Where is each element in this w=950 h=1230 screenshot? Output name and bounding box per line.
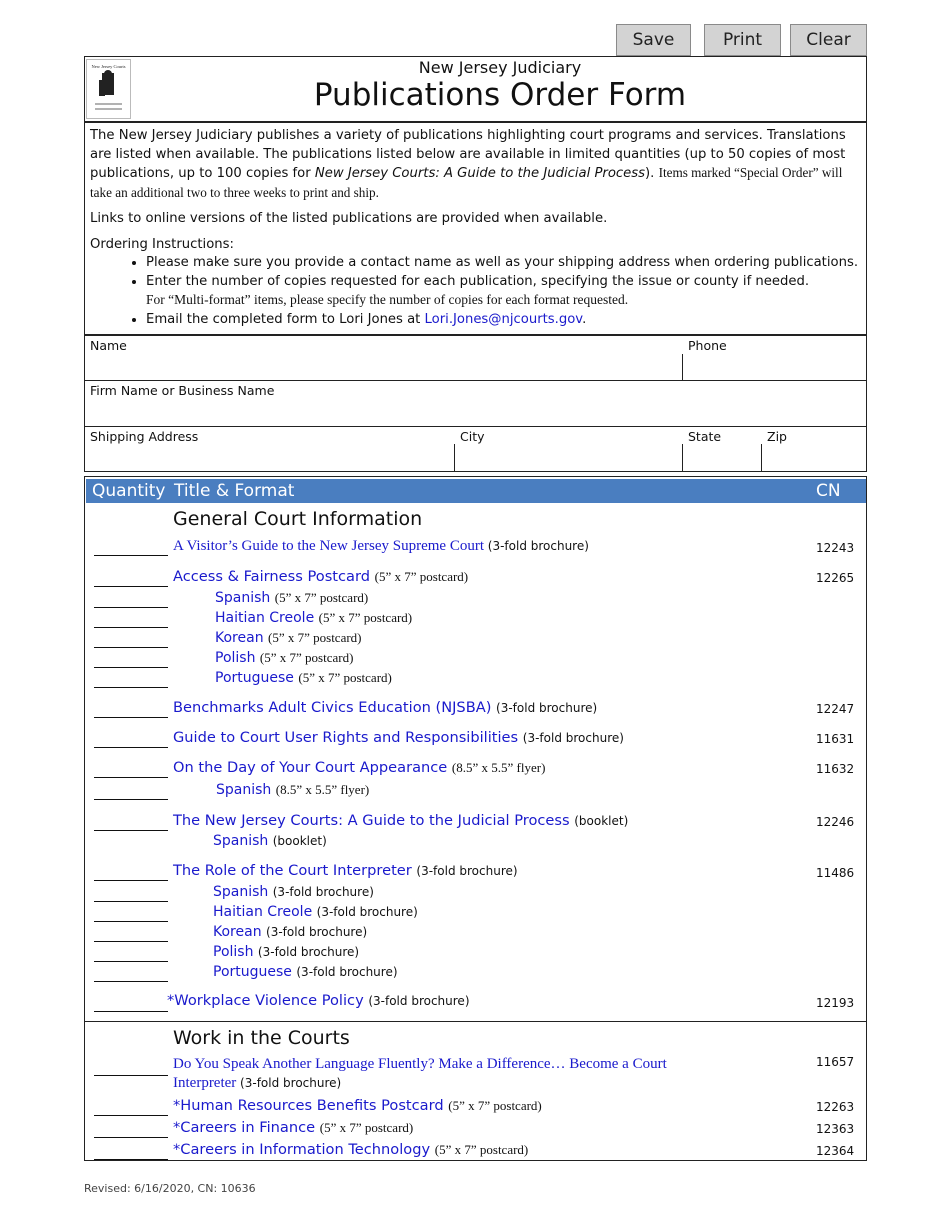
quantity-input[interactable] — [94, 981, 168, 982]
clear-button[interactable]: Clear — [790, 24, 867, 56]
item-title[interactable]: Polish (3-fold brochure) — [213, 944, 360, 960]
item-title[interactable]: The New Jersey Courts: A Guide to the Judicial Process (booklet) — [173, 812, 629, 829]
quantity-input[interactable] — [94, 880, 168, 881]
item-title[interactable]: Haitian Creole (5” x 7” postcard) — [215, 610, 413, 626]
item-title[interactable]: The Role of the Court Interpreter (3-fold brochure) — [173, 862, 518, 879]
item-title[interactable]: Guide to Court User Rights and Responsibilities (3-fold brochure) — [173, 729, 624, 746]
intro-text: The New Jersey Judiciary publishes a variety of publications highlighting court programs and services. Translations are listed when available. The publications listed below are available in limited quantities (up to 50 copies of most publications, up to 100 copies for New Jersey Courts: A Guide to the Judicial Process). Items marked “Special Order” will take an additional two to three weeks to print and ship. Links to online versions of the listed publications are provided when available. Ordering Instructions: • Please make sure you provide a contact name as well as your shipping address when ordering publications. • Enter the number of copies requested for each publication, specifying the issue or county if needed. For “Multi-format” items, please specify the number of copies for each format requested. • Email the completed form to Lori Jones at Lori.Jones@njcourts.gov. — [90, 127, 866, 329]
print-button[interactable]: Print — [704, 24, 781, 56]
item-title[interactable]: A Visitor’s Guide to the New Jersey Supreme Court (3-fold brochure) — [173, 538, 589, 554]
general-section-box — [84, 476, 867, 1022]
item-title[interactable]: Spanish (8.5” x 5.5” flyer) — [216, 782, 370, 798]
quantity-input[interactable] — [94, 961, 168, 962]
item-cn: 11657 — [816, 1055, 855, 1069]
section-title: Work in the Courts — [173, 1027, 350, 1049]
email-link[interactable]: Lori.Jones@njcourts.gov — [424, 311, 583, 327]
item-title[interactable]: Korean (5” x 7” postcard) — [215, 630, 362, 646]
quantity-input[interactable] — [94, 687, 168, 688]
item-title[interactable]: *Careers in Information Technology (5” x 7” postcard) — [173, 1141, 529, 1158]
item-cn: 12263 — [816, 1100, 855, 1114]
quantity-input[interactable] — [94, 777, 168, 778]
quantity-input[interactable] — [94, 747, 168, 748]
quantity-input[interactable] — [94, 717, 168, 718]
item-cn: 11631 — [816, 732, 855, 746]
table-header — [86, 479, 866, 503]
item-title[interactable]: Spanish (3-fold brochure) — [213, 884, 374, 900]
quantity-input[interactable] — [94, 607, 168, 608]
city-field[interactable]: City — [460, 429, 485, 444]
firm-field[interactable]: Firm Name or Business Name — [90, 383, 275, 398]
name-field[interactable]: Name — [90, 338, 127, 353]
item-cn: 12246 — [816, 815, 855, 829]
quantity-input[interactable] — [94, 830, 168, 831]
item-title[interactable]: On the Day of Your Court Appearance (8.5” x 5.5” flyer) — [173, 759, 546, 776]
item-title[interactable]: Portuguese (5” x 7” postcard) — [215, 670, 392, 686]
item-title[interactable]: Spanish (booklet) — [213, 833, 327, 849]
state-field[interactable]: State — [688, 429, 722, 444]
quantity-header: Quantity — [92, 481, 166, 501]
page-title: Publications Order Form — [313, 77, 687, 113]
save-button[interactable]: Save — [616, 24, 691, 56]
quantity-input[interactable] — [94, 627, 168, 628]
quantity-input[interactable] — [94, 1075, 168, 1076]
item-title[interactable]: *Workplace Violence Policy (3-fold brochure) — [167, 992, 470, 1009]
item-cn: 12247 — [816, 702, 855, 716]
item-cn: 12193 — [816, 996, 855, 1010]
quantity-input[interactable] — [94, 799, 168, 800]
revised-footer: Revised: 6/16/2020, CN: 10636 — [84, 1182, 256, 1195]
title-header: Title & Format — [174, 481, 295, 501]
item-title[interactable]: Portuguese (3-fold brochure) — [213, 964, 398, 980]
item-title[interactable]: Benchmarks Adult Civics Education (NJSBA) (3-fold brochure) — [173, 699, 598, 716]
quantity-input[interactable] — [94, 667, 168, 668]
quantity-input[interactable] — [94, 1011, 168, 1012]
item-cn: 12364 — [816, 1144, 855, 1158]
quantity-input[interactable] — [94, 941, 168, 942]
quantity-input[interactable] — [94, 586, 168, 587]
quantity-input[interactable] — [94, 921, 168, 922]
item-cn: 11632 — [816, 762, 855, 776]
item-title[interactable]: Korean (3-fold brochure) — [213, 924, 368, 940]
item-cn: 11486 — [816, 866, 855, 880]
quantity-input[interactable] — [94, 1115, 168, 1116]
quantity-input[interactable] — [94, 1159, 168, 1160]
address-field[interactable]: Shipping Address — [90, 429, 199, 444]
quantity-input[interactable] — [94, 555, 168, 556]
quantity-input[interactable] — [94, 647, 168, 648]
item-cn: 12243 — [816, 541, 855, 555]
quantity-input[interactable] — [94, 901, 168, 902]
contact-box — [84, 334, 867, 472]
quantity-input[interactable] — [94, 1137, 168, 1138]
item-cn: 12363 — [816, 1122, 855, 1136]
section-title: General Court Information — [173, 508, 423, 530]
item-title[interactable]: *Careers in Finance (5” x 7” postcard) — [173, 1119, 414, 1136]
logo-text: New Jersey Courts — [91, 64, 126, 69]
zip-field[interactable]: Zip — [767, 429, 787, 444]
nj-courts-logo — [86, 59, 131, 119]
item-title[interactable]: Access & Fairness Postcard (5” x 7” postcard) — [173, 568, 469, 585]
org-name: New Jersey Judiciary — [418, 58, 582, 77]
cn-header: CN — [816, 481, 841, 501]
item-title[interactable]: Interpreter (3-fold brochure) — [173, 1075, 342, 1091]
phone-field[interactable]: Phone — [688, 338, 727, 353]
item-title[interactable]: Spanish (5” x 7” postcard) — [215, 590, 369, 606]
item-title[interactable]: Do You Speak Another Language Fluently? Make a Difference… Become a Court — [173, 1056, 667, 1072]
item-title[interactable]: Haitian Creole (3-fold brochure) — [213, 904, 418, 920]
item-title[interactable]: *Human Resources Benefits Postcard (5” x 7” postcard) — [173, 1097, 542, 1114]
item-cn: 12265 — [816, 571, 855, 585]
item-title[interactable]: Polish (5” x 7” postcard) — [215, 650, 354, 666]
